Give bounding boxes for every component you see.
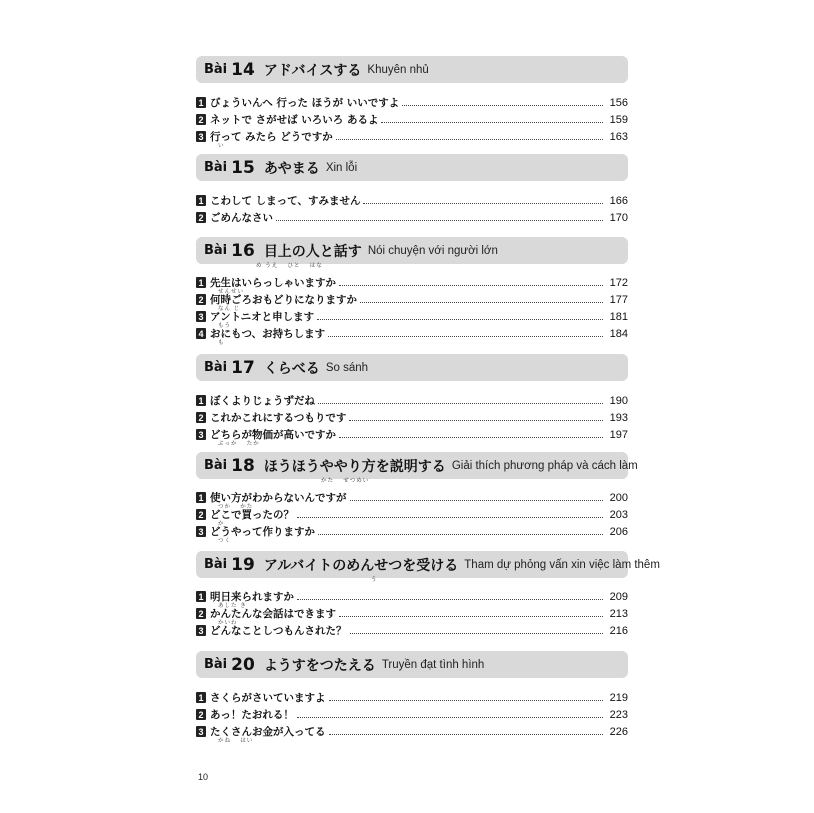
entry-title: あっ！たおれる！ <box>210 709 294 721</box>
lesson-header <box>196 154 628 181</box>
entry-page-number: 203 <box>609 508 628 521</box>
dot-leader <box>318 403 603 404</box>
toc-entry[interactable] <box>196 274 628 295</box>
entry-furigana: かね はい <box>218 738 254 744</box>
lesson-label: Bài <box>204 458 228 473</box>
toc-entry[interactable] <box>196 689 628 706</box>
dot-leader <box>350 500 604 501</box>
entry-page-number: 190 <box>609 394 628 407</box>
lesson-title-vi: So sánh <box>325 361 369 374</box>
entry-page-number: 200 <box>609 491 628 504</box>
entry-furigana: ぶっか たか <box>218 441 260 447</box>
entry-number-badge: 1 <box>196 692 206 703</box>
dot-leader <box>318 534 603 535</box>
dot-leader <box>339 616 603 617</box>
entry-page-number: 209 <box>609 590 628 603</box>
lesson-section <box>196 651 628 744</box>
entry-title: どうやって作りますか <box>210 526 315 538</box>
toc-entry[interactable] <box>196 506 628 527</box>
lesson-label: Bài <box>204 62 228 77</box>
entry-furigana: なん じ <box>218 306 241 312</box>
entry-page-number: 226 <box>609 725 628 738</box>
lesson-header <box>196 237 628 264</box>
lesson-title-jp: ようすをつたえる <box>263 657 376 674</box>
toc-entry[interactable] <box>196 409 628 426</box>
dot-leader <box>336 139 603 140</box>
dot-leader <box>363 203 603 204</box>
lesson-item-list <box>196 274 628 346</box>
entry-page-number: 170 <box>609 211 628 224</box>
entry-furigana: あした き <box>218 603 247 609</box>
entry-title: 先生はいらっしゃいますか <box>210 277 336 289</box>
entry-furigana: つく <box>218 538 232 544</box>
entry-page-number: 166 <box>609 194 628 207</box>
dot-leader <box>360 302 603 303</box>
dot-leader <box>329 700 604 701</box>
entry-number-badge: 2 <box>196 509 206 520</box>
lesson-label: Bài <box>204 360 228 375</box>
lesson-title-furigana: かた せつめい <box>321 478 370 484</box>
lesson-label: Bài <box>204 243 228 258</box>
entry-title: 何時ごろおもどりになりますか <box>210 294 357 306</box>
entry-title: どこで買ったの？ <box>210 509 294 521</box>
entry-title: これかこれにするつもりです <box>210 412 347 424</box>
dot-leader <box>297 599 603 600</box>
toc-entry[interactable] <box>196 426 628 447</box>
toc-entry[interactable] <box>196 489 628 510</box>
entry-title: びょういんへ 行った ほうが いいですよ <box>210 97 400 109</box>
toc-entry[interactable] <box>196 622 628 639</box>
lesson-title-jp: アルバイトのめんせつを受ける <box>263 557 459 574</box>
lesson-title-furigana: め うえ ひと はな <box>256 263 323 269</box>
entry-page-number: 219 <box>609 691 628 704</box>
lesson-title-jp: アドバイスする <box>263 62 362 79</box>
lesson-title-vi: Nói chuyện với người lớn <box>367 244 498 257</box>
entry-page-number: 156 <box>609 96 628 109</box>
entry-furigana: もう <box>218 323 232 329</box>
toc-entry[interactable] <box>196 605 628 626</box>
toc-entry[interactable] <box>196 723 628 744</box>
entry-page-number: 197 <box>609 428 628 441</box>
entry-title: ネットで さがせば いろいろ あるよ <box>210 114 379 126</box>
entry-number-badge: 1 <box>196 195 206 206</box>
entry-number-badge: 2 <box>196 709 206 720</box>
entry-page-number: 216 <box>609 624 628 637</box>
entry-title: おにもつ、お持ちします <box>210 328 326 340</box>
entry-title: どちらが物価が高いですか <box>210 429 336 441</box>
entry-number-badge: 2 <box>196 412 206 423</box>
entry-page-number: 172 <box>609 276 628 289</box>
toc-entry[interactable] <box>196 588 628 609</box>
toc-entry[interactable] <box>196 111 628 128</box>
lesson-header <box>196 651 628 678</box>
entry-page-number: 163 <box>609 130 628 143</box>
entry-title: アントニオと申します <box>210 311 315 323</box>
entry-title: ごめんなさい <box>210 212 273 224</box>
lesson-title-vi: Truyền đạt tình hình <box>381 658 485 671</box>
entry-title: 使い方がわからないんですが <box>210 492 347 504</box>
entry-number-badge: 3 <box>196 131 206 142</box>
toc-entry[interactable] <box>196 706 628 723</box>
dot-leader <box>297 517 603 518</box>
entry-page-number: 181 <box>609 310 628 323</box>
dot-leader <box>297 717 603 718</box>
dot-leader <box>328 336 603 337</box>
dot-leader <box>350 633 604 634</box>
dot-leader <box>339 437 603 438</box>
entry-number-badge: 3 <box>196 429 206 440</box>
entry-number-badge: 4 <box>196 328 206 339</box>
entry-number-badge: 2 <box>196 294 206 305</box>
entry-furigana: かいわ <box>218 620 238 626</box>
entry-furigana: つか かた <box>218 504 254 510</box>
lesson-title-vi: Giải thích phương pháp và cách làm <box>451 459 638 472</box>
entry-number-badge: 1 <box>196 97 206 108</box>
lesson-section <box>196 551 660 639</box>
entry-number-badge: 2 <box>196 114 206 125</box>
entry-number-badge: 1 <box>196 395 206 406</box>
lesson-section <box>196 237 628 346</box>
lesson-section <box>196 354 628 447</box>
lesson-number: 16 <box>231 240 255 261</box>
entry-number-badge: 3 <box>196 625 206 636</box>
entry-furigana: か <box>218 521 225 527</box>
lesson-number: 15 <box>231 157 255 178</box>
toc-entry[interactable] <box>196 192 628 209</box>
dot-leader <box>381 122 603 123</box>
lesson-title-jp: あやまる <box>263 160 320 177</box>
dot-leader <box>276 220 603 221</box>
toc-entry[interactable] <box>196 94 628 111</box>
entry-number-badge: 2 <box>196 608 206 619</box>
lesson-title-jp: 目上の人と話す <box>263 243 362 260</box>
lesson-header <box>196 452 638 479</box>
entry-title: かんたんな会話はできます <box>210 608 336 620</box>
lesson-item-list <box>196 94 628 149</box>
entry-title: 明日来られますか <box>210 591 294 603</box>
entry-title: 行って みたら どうですか <box>210 131 333 143</box>
toc-entry[interactable] <box>196 128 628 149</box>
lesson-title-jp: くらべる <box>263 360 320 377</box>
entry-page-number: 159 <box>609 113 628 126</box>
lesson-title-jp: ほうほうややり方を説明する <box>263 458 446 475</box>
entry-page-number: 223 <box>609 708 628 721</box>
entry-title: さくらがさいていますよ <box>210 692 326 704</box>
lesson-label: Bài <box>204 160 228 175</box>
lesson-title-vi: Xin lỗi <box>325 161 358 174</box>
lesson-item-list <box>196 192 628 226</box>
lesson-item-list <box>196 392 628 447</box>
lesson-section <box>196 154 628 226</box>
page-number: 10 <box>198 772 209 782</box>
lesson-number: 14 <box>231 59 255 80</box>
lesson-label: Bài <box>204 657 228 672</box>
toc-entry[interactable] <box>196 291 628 312</box>
lesson-header <box>196 354 628 381</box>
entry-furigana: せんせい <box>218 289 245 295</box>
lesson-label: Bài <box>204 557 228 572</box>
entry-page-number: 206 <box>609 525 628 538</box>
entry-furigana: も <box>218 340 225 346</box>
lesson-item-list <box>196 689 628 744</box>
lesson-number: 17 <box>231 357 255 378</box>
entry-number-badge: 3 <box>196 726 206 737</box>
toc-entry[interactable] <box>196 308 628 329</box>
entry-title: ぼくよりじょうずだね <box>210 395 315 407</box>
lesson-number: 19 <box>231 554 255 575</box>
toc-entry[interactable] <box>196 392 628 409</box>
entry-title: こわして しまって、すみません <box>210 195 361 207</box>
lesson-section <box>196 452 638 544</box>
lesson-header <box>196 56 628 83</box>
toc-entry[interactable] <box>196 325 628 346</box>
entry-number-badge: 2 <box>196 212 206 223</box>
entry-page-number: 184 <box>609 327 628 340</box>
lesson-item-list <box>196 489 628 544</box>
entry-number-badge: 1 <box>196 591 206 602</box>
dot-leader <box>317 319 603 320</box>
entry-page-number: 213 <box>609 607 628 620</box>
entry-furigana: い <box>218 143 225 149</box>
entry-number-badge: 3 <box>196 526 206 537</box>
lesson-header <box>196 551 660 578</box>
dot-leader <box>349 420 603 421</box>
toc-entry[interactable] <box>196 523 628 544</box>
lesson-number: 18 <box>231 455 255 476</box>
entry-page-number: 177 <box>609 293 628 306</box>
lesson-title-vi: Tham dự phỏng vấn xin việc làm thêm <box>464 558 660 571</box>
entry-number-badge: 1 <box>196 492 206 503</box>
lesson-number: 20 <box>231 654 255 675</box>
entry-title: どんなことしつもんされた？ <box>210 625 347 637</box>
lesson-item-list <box>196 588 628 639</box>
dot-leader <box>329 734 604 735</box>
lesson-title-furigana: う <box>371 577 378 583</box>
entry-title: たくさんお金が入ってる <box>210 726 326 738</box>
dot-leader <box>339 285 603 286</box>
entry-number-badge: 3 <box>196 311 206 322</box>
entry-page-number: 193 <box>609 411 628 424</box>
toc-entry[interactable] <box>196 209 628 226</box>
lesson-section <box>196 56 628 149</box>
entry-number-badge: 1 <box>196 277 206 288</box>
lesson-title-vi: Khuyên nhủ <box>367 63 429 76</box>
dot-leader <box>402 105 603 106</box>
